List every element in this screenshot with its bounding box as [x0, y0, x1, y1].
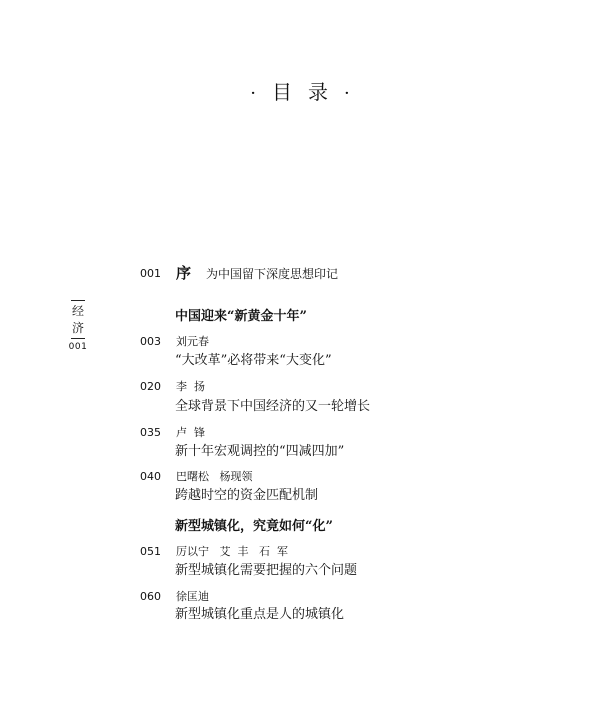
page-number: 001 [68, 342, 88, 352]
title-dot-left: · [250, 83, 258, 104]
entry-title: 新十年宏观调控的“四减四加” [175, 444, 345, 459]
running-head-rule-bottom [71, 338, 85, 339]
entry-author: 刘元春 [176, 335, 209, 348]
entry-author: 厉以宁 艾 丰 石 军 [176, 545, 288, 558]
page-title [0, 78, 602, 108]
entry-author: 巴曙松 杨现领 [176, 470, 253, 483]
entry-author: 李 扬 [176, 380, 205, 393]
running-head [66, 300, 90, 353]
entry-page-number: 020 [140, 380, 161, 393]
running-head-char-2: 济 [71, 321, 84, 335]
preface-label: 序 [176, 264, 192, 282]
title-dot-right: · [344, 83, 352, 104]
entry-title: 跨越时空的资金匹配机制 [175, 488, 319, 503]
entry-author: 卢 锋 [176, 426, 205, 439]
entry-title: 新型城镇化需要把握的六个问题 [175, 563, 358, 578]
preface-title: 为中国留下深度思想印记 [206, 267, 339, 281]
entry-author: 徐匡迪 [176, 590, 209, 603]
entry-page-number: 040 [140, 470, 161, 483]
entry-title: 新型城镇化重点是人的城镇化 [175, 607, 345, 622]
entry-page-number: 060 [140, 590, 161, 603]
entry-page-number: 051 [140, 545, 161, 558]
preface-page-number: 001 [140, 267, 161, 280]
entry-title: “大改革”必将带来“大变化” [175, 353, 332, 368]
title-char-mu: 目 [272, 80, 294, 104]
running-head-rule-top [71, 300, 85, 301]
title-char-lu: 录 [308, 80, 330, 104]
section-heading: 中国迎来“新黄金十年” [175, 309, 307, 324]
entry-page-number: 003 [140, 335, 161, 348]
entry-page-number: 035 [140, 426, 161, 439]
running-head-char-1: 经 [71, 304, 84, 318]
section-heading: 新型城镇化，究竟如何“化” [175, 519, 333, 534]
entry-title: 全球背景下中国经济的又一轮增长 [175, 399, 371, 414]
